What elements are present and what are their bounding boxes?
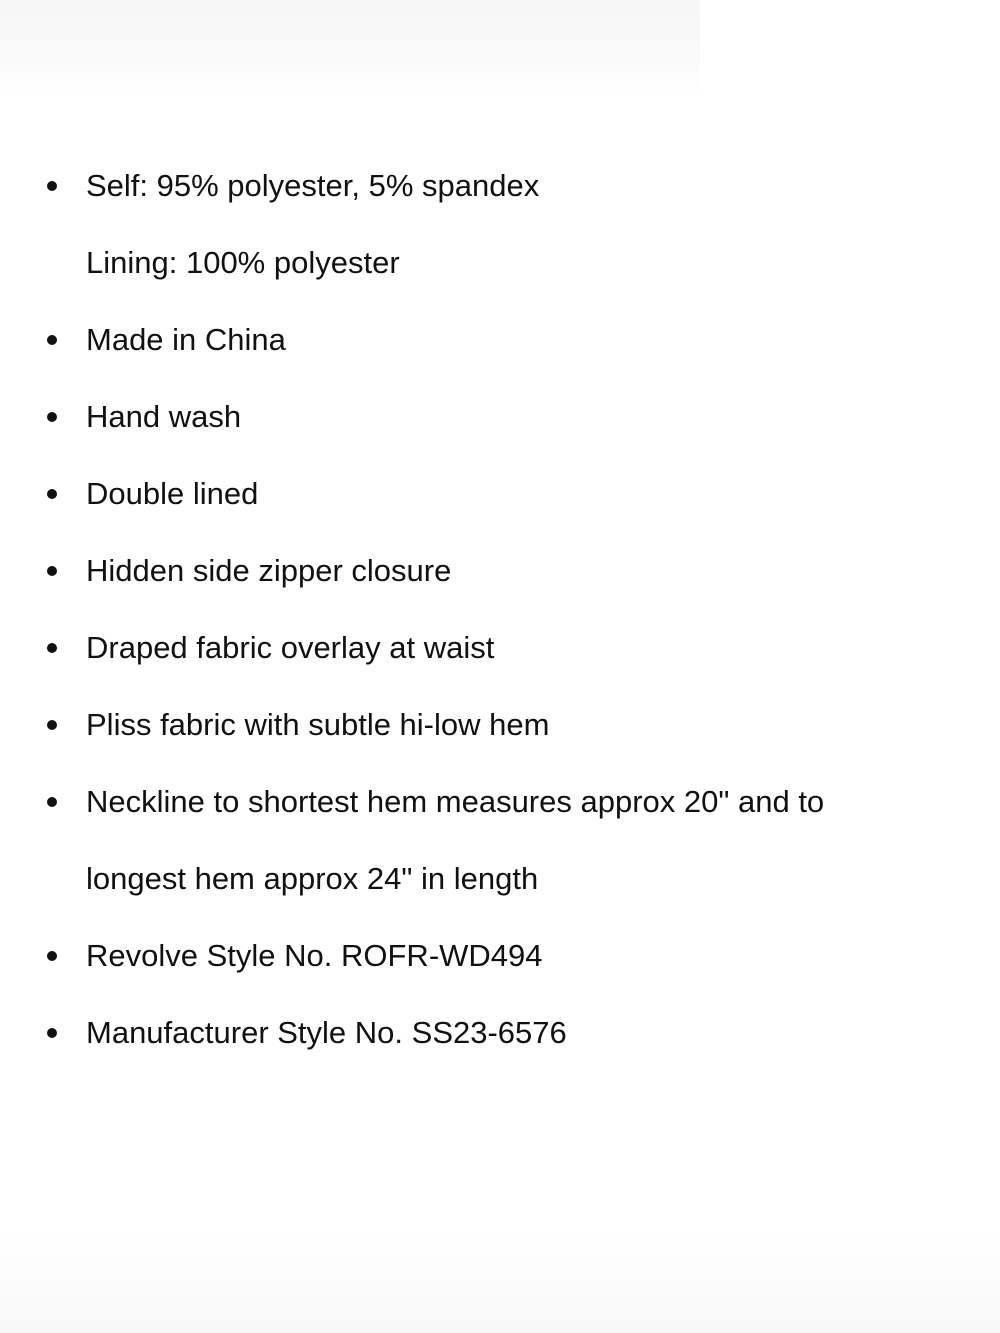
top-shade: [0, 0, 700, 96]
list-item-text: Pliss fabric with subtle hi-low hem: [86, 707, 550, 742]
bullet-icon: [47, 720, 57, 730]
bullet-icon: [47, 181, 57, 191]
bullet-icon: [47, 797, 57, 807]
list-item-text: Hand wash: [86, 399, 242, 434]
product-details-list: [0, 147, 960, 1071]
list-item-text: Manufacturer Style No. SS23-6576: [86, 1015, 567, 1050]
list-item: [0, 994, 960, 1071]
bottom-shade: [0, 1233, 1000, 1333]
bullet-icon: [47, 335, 57, 345]
list-item-text: Self: 95% polyester, 5% spandex: [86, 168, 540, 203]
list-item: [0, 763, 960, 917]
bullet-icon: [47, 1028, 57, 1038]
list-item: [0, 532, 960, 609]
list-item-text: Hidden side zipper closure: [86, 553, 452, 588]
list-item-text: Revolve Style No. ROFR-WD494: [86, 938, 543, 973]
bullet-icon: [47, 489, 57, 499]
list-item: [0, 147, 960, 301]
bullet-icon: [47, 566, 57, 576]
list-item: [0, 378, 960, 455]
list-item: [0, 917, 960, 994]
list-item-text: Neckline to shortest hem measures approx 20" and to: [86, 784, 825, 819]
list-item-text: Made in China: [86, 322, 286, 357]
list-item-text: longest hem approx 24" in length: [86, 861, 539, 896]
list-item-text: Lining: 100% polyester: [86, 245, 400, 280]
bullet-icon: [47, 643, 57, 653]
bullet-icon: [47, 951, 57, 961]
list-item: [0, 301, 960, 378]
bullet-icon: [47, 412, 57, 422]
list-item: [0, 609, 960, 686]
list-item: [0, 455, 960, 532]
list-item-text: Draped fabric overlay at waist: [86, 630, 495, 665]
list-item-text: Double lined: [86, 476, 259, 511]
list-item: [0, 686, 960, 763]
